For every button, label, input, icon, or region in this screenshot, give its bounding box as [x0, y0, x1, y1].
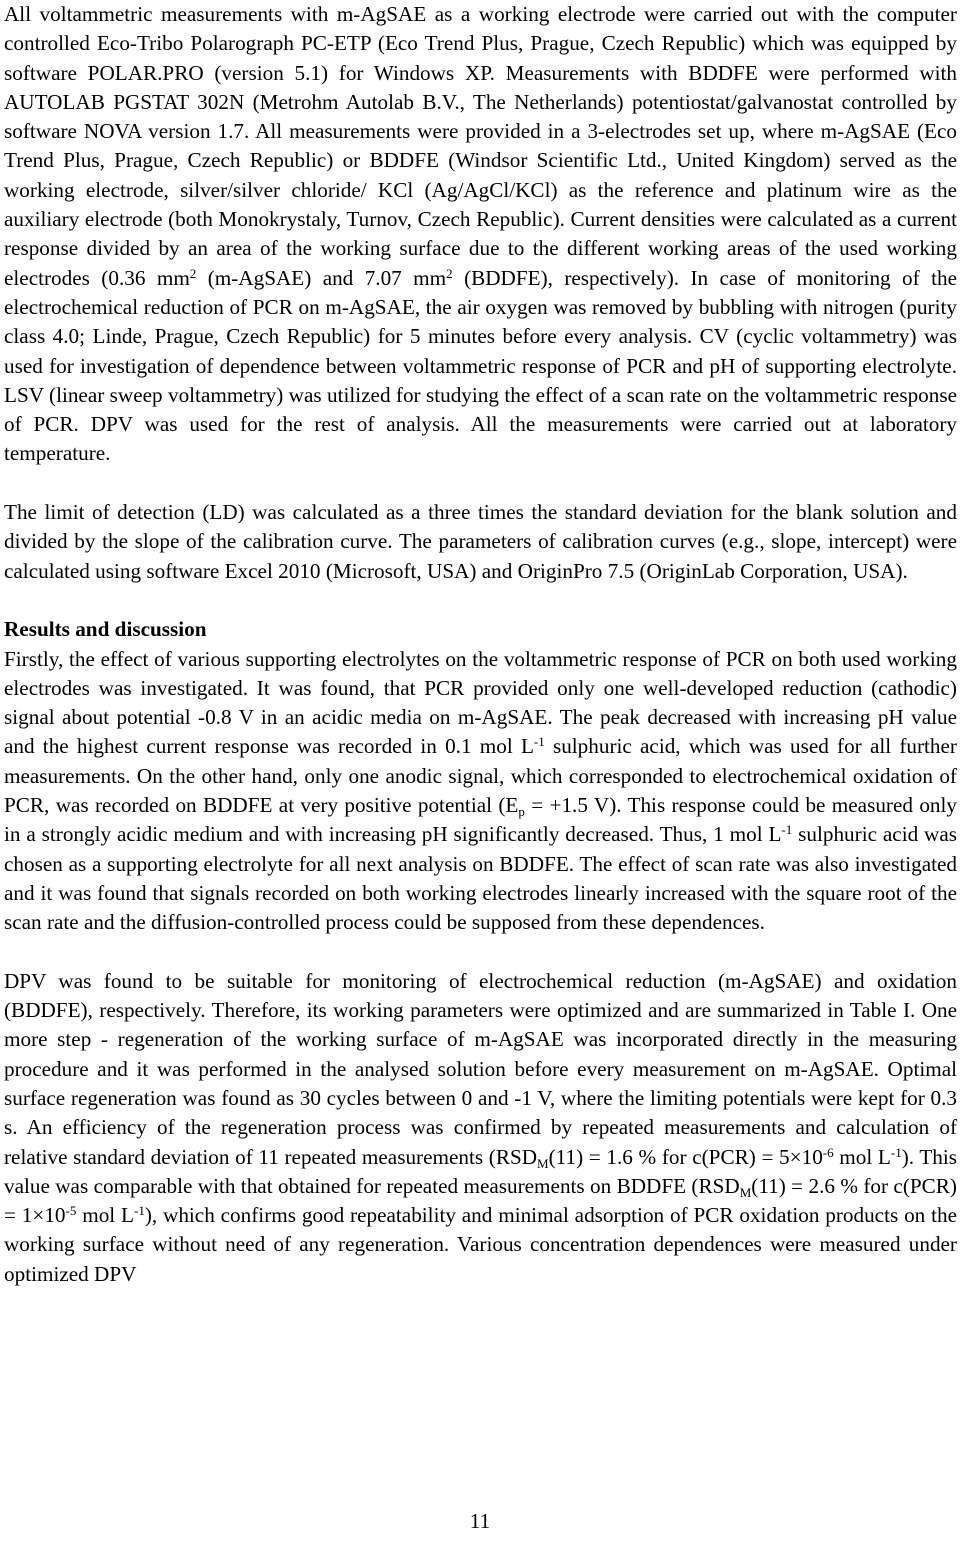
- superscript: -6: [822, 1144, 834, 1160]
- subscript: M: [739, 1184, 752, 1200]
- paragraph-spacer: [4, 469, 957, 498]
- superscript: -1: [133, 1203, 145, 1219]
- text-run: mol L: [76, 1203, 134, 1228]
- text-run: mol L: [833, 1144, 891, 1169]
- text-run: sulphuric acid was chosen as a supporting electrolyte for all next analysis on BDDFE. The effect of scan rate was also investigated and it was found that signals recorded on both working electrodes linearly increased with the square root of the scan rate and the diffusion-controlled process could be supposed from these dependences.: [4, 822, 957, 935]
- text-run: (11) = 2.6 % for c(PCR) = 1×10: [4, 1173, 957, 1228]
- superscript: 2: [189, 265, 197, 281]
- text-run: ), which confirms good repeatability and minimal adsorption of PCR oxidation products on the working surface without need of any regeneration. Various concentration dependences were measured under optimized DPV: [4, 1203, 957, 1286]
- paragraph-dpv-optimization: [4, 967, 957, 1289]
- text-run: (11) = 1.6 % for c(PCR) = 5×10: [548, 1144, 823, 1169]
- superscript: -1: [781, 822, 793, 838]
- text-run: The limit of detection (LD) was calculated as a three times the standard deviation for the blank solution and divided by the slope of the calibration curve. The parameters of calibration curves (e.g., slope, intercept) were calculated using software Excel 2010 (Microsoft, USA) and OriginPro 7.5 (OriginLab Corporation, USA).: [4, 500, 957, 583]
- text-run: All voltammetric measurements with m-AgSAE as a working electrode were carried out with the computer controlled Eco-Tribo Polarograph PC-ETP (Eco Trend Plus, Prague, Czech Republic) which was equipped by software POLAR.PRO (version 5.1) for Windows XP. Measurements with BDDFE were performed with AUTOLAB PGSTAT 302N (Metrohm Autolab B.V., The Netherlands) potentiostat/galvanostat controlled by software NOVA version 1.7. All measurements were provided in a 3-electrodes set up, where m-AgSAE (Eco Trend Plus, Prague, Czech Republic) or BDDFE (Windsor Scientific Ltd., United Kingdom) served as the working electrode, silver/silver chloride/ KCl (Ag/AgCl/KCl) as the reference and platinum wire as the auxiliary electrode (both Monokrystaly, Turnov, Czech Republic). Current densities were calculated as a current response divided by an area of the working surface due to the different working areas of the used working electrodes (0.36 mm: [4, 2, 957, 290]
- text-run: DPV was found to be suitable for monitoring of electrochemical reduction (m-AgSAE) and oxidation (BDDFE), respectively. Therefore, its working parameters were optimized and are summarized in Table I. One more step - regeneration of the working surface of m-AgSAE was incorporated directly in the measuring procedure and it was performed in the analysed solution before every measurement on m-AgSAE. Optimal surface regeneration was found as 30 cycles between 0 and -1 V, where the limiting potentials were kept for 0.3 s. An efficiency of the regeneration process was confirmed by repeated measurements and calculation of relative standard deviation of 11 repeated measurements (RSD: [4, 968, 957, 1169]
- text-run: (BDDFE), respectively). In case of monitoring of the electrochemical reduction of PCR on m-AgSAE, the air oxygen was removed by bubbling with nitrogen (purity class 4.0; Linde, Prague, Czech Republic) for 5 minutes before every analysis. CV (cyclic voltammetry) was used for investigation of dependence between voltammetric response of PCR and pH of supporting electrolyte. LSV (linear sweep voltammetry) was utilized for studying the effect of a scan rate on the voltammetric response of PCR. DPV was used for the rest of analysis. All the measurements were carried out at laboratory temperature.: [4, 265, 957, 466]
- paragraph-instrumentation: [4, 0, 957, 469]
- paragraph-limit-of-detection: [4, 498, 957, 586]
- superscript: -1: [533, 734, 545, 750]
- superscript: -5: [65, 1203, 77, 1219]
- text-run: = +1.5 V). This response could be measured only in a strongly acidic medium and with increasing pH significantly decreased. Thus, 1 mol L: [4, 793, 957, 847]
- section-heading: Results and discussion: [4, 617, 207, 642]
- text-run: Firstly, the effect of various supporting electrolytes on the voltammetric response of PCR on both used working electrodes was investigated. It was found, that PCR provided only one well-developed reduction (cathodic) signal about potential -0.8 V in an acidic media on m-AgSAE. The peak decreased with increasing pH value and the highest current response was recorded in 0.1 mol L: [4, 646, 957, 759]
- paper-page: [4, 0, 957, 1289]
- paragraph-spacer: [4, 938, 957, 967]
- paragraph-spacer: [4, 586, 957, 615]
- subscript: p: [518, 804, 525, 820]
- text-run: ). This value was comparable with that obtained for repeated measurements on BDDFE (RSD: [4, 1144, 958, 1198]
- superscript: 2: [446, 265, 453, 281]
- subscript: M: [537, 1155, 549, 1171]
- text-run: sulphuric acid, which was used for all further measurements. On the other hand, only one anodic signal, which corresponded to electrochemical oxidation of PCR, was recorded on BDDFE at very positive potential (E: [4, 734, 957, 818]
- paragraph-supporting-electrolytes: [4, 645, 957, 938]
- superscript: -1: [890, 1144, 902, 1160]
- page-number: 11: [469, 1509, 491, 1533]
- text-run: (m-AgSAE) and 7.07 mm: [196, 265, 447, 290]
